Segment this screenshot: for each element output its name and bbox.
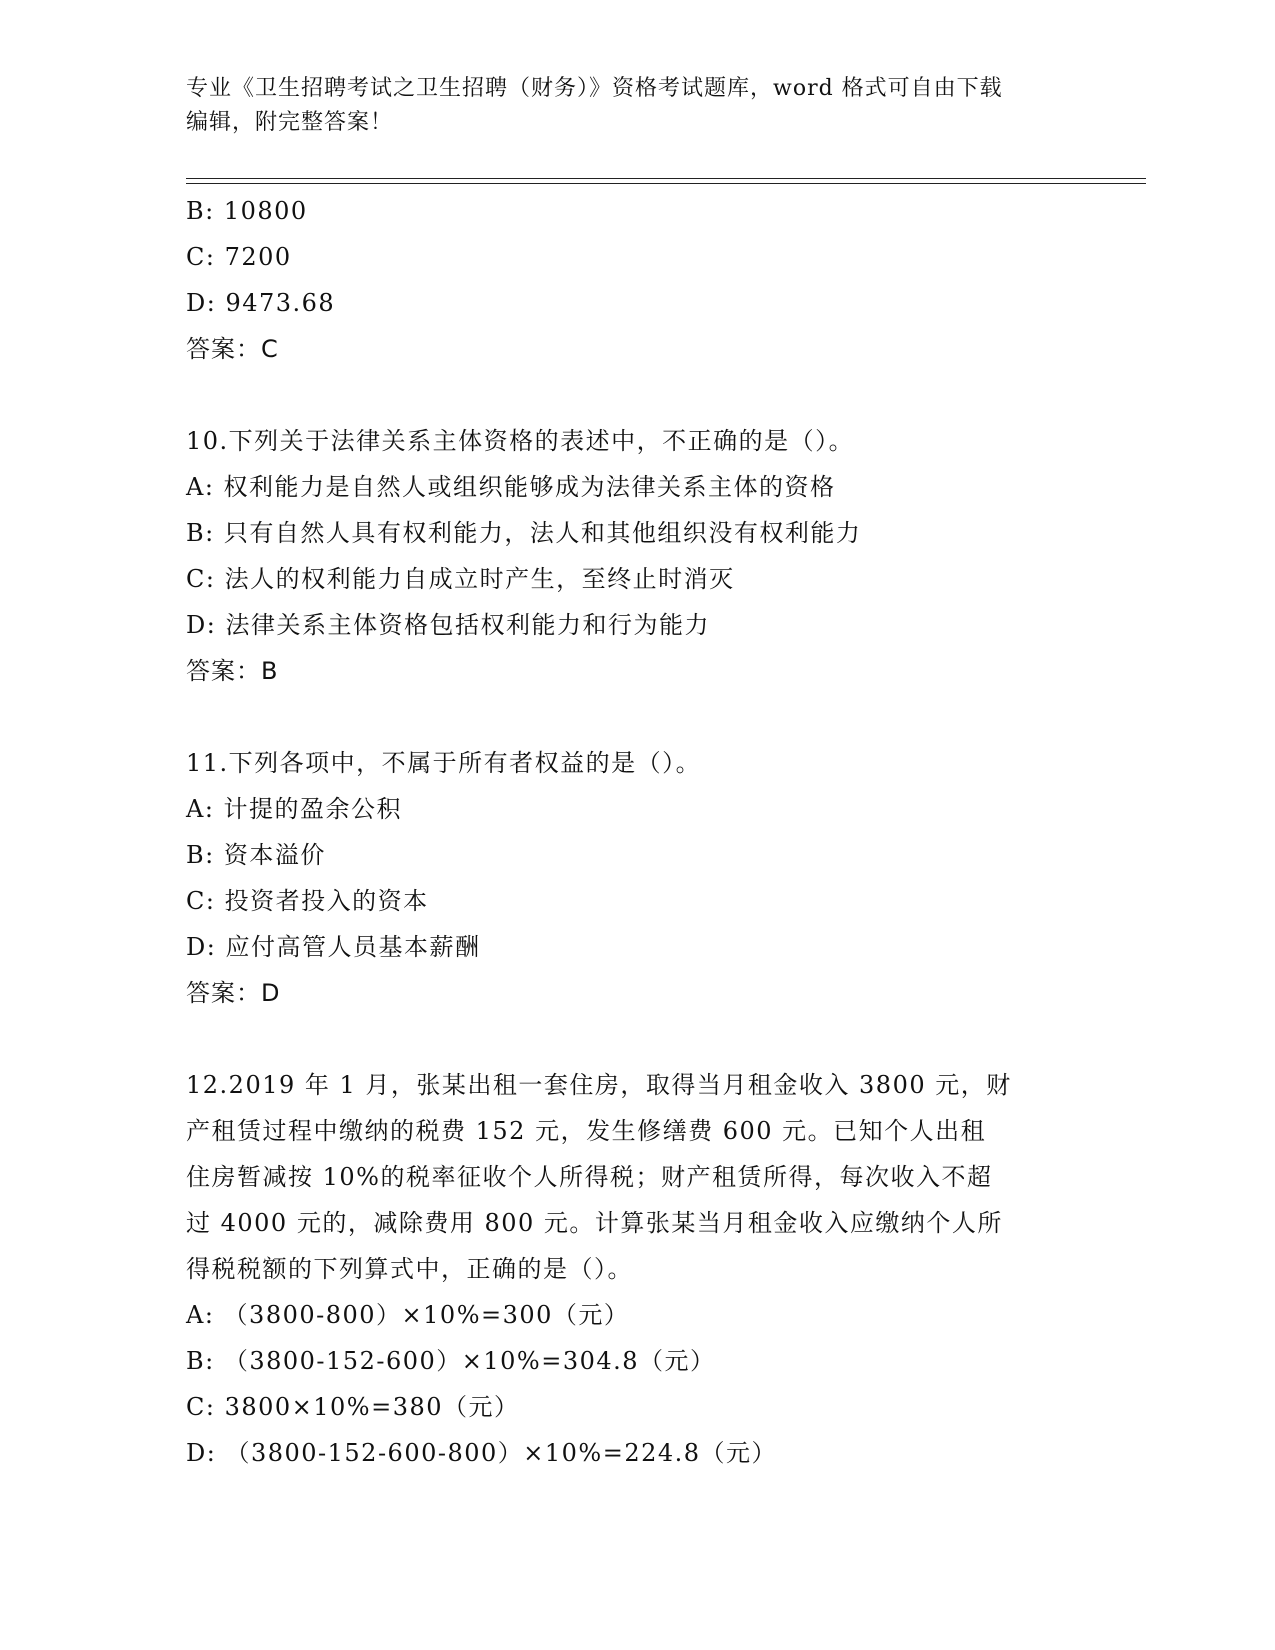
spacer — [186, 694, 1086, 740]
option-b: B: 只有自然人具有权利能力，法人和其他组织没有权利能力 — [186, 519, 862, 547]
option-c: C: 3800×10%=380（元） — [186, 1393, 520, 1421]
question-stem: 10.下列关于法律关系主体资格的表述中，不正确的是（）。 — [186, 427, 855, 455]
question-10 — [186, 418, 1086, 694]
stem-line: 12.2019 年 1 月，张某出租一套住房，取得当月租金收入 3800 元，财 — [186, 1071, 1012, 1099]
document-header — [186, 72, 1086, 140]
question-stem — [186, 1062, 1066, 1292]
option-b: B: 10800 — [186, 197, 308, 225]
option-a: A: 计提的盈余公积 — [186, 795, 403, 823]
prev-question-block — [186, 188, 1086, 372]
option-d: D: （3800-152-600-800）×10%=224.8（元） — [186, 1439, 778, 1467]
stem-line: 得税税额的下列算式中，正确的是（）。 — [186, 1255, 633, 1283]
option-d: D: 应付高管人员基本薪酬 — [186, 933, 481, 961]
option-c: C: 投资者投入的资本 — [186, 887, 429, 915]
header-divider-top — [186, 178, 1146, 179]
option-b: B: （3800-152-600）×10%=304.8（元） — [186, 1347, 716, 1375]
question-stem: 11.下列各项中，不属于所有者权益的是（）。 — [186, 749, 702, 777]
answer-line: 答案：D — [186, 979, 281, 1007]
question-content — [186, 188, 1086, 1476]
option-d: D: 9473.68 — [186, 289, 336, 317]
stem-line: 住房暂减按 10%的税率征收个人所得税；财产租赁所得，每次收入不超 — [186, 1163, 993, 1191]
option-a: A: （3800-800）×10%=300（元） — [186, 1301, 630, 1329]
option-c: C: 7200 — [186, 243, 292, 271]
header-line-2: 编辑，附完整答案！ — [186, 110, 394, 135]
header-divider-bottom — [186, 183, 1146, 184]
option-a: A: 权利能力是自然人或组织能够成为法律关系主体的资格 — [186, 473, 836, 501]
answer-line: 答案：B — [186, 657, 279, 685]
spacer — [186, 1016, 1086, 1062]
stem-line: 过 4000 元的，减除费用 800 元。计算张某当月租金收入应缴纳个人所 — [186, 1209, 1003, 1237]
question-12 — [186, 1062, 1086, 1476]
spacer — [186, 372, 1086, 418]
stem-line: 产租赁过程中缴纳的税费 152 元，发生修缮费 600 元。已知个人出租 — [186, 1117, 987, 1145]
answer-line: 答案：C — [186, 335, 279, 363]
question-11 — [186, 740, 1086, 1016]
option-d: D: 法律关系主体资格包括权利能力和行为能力 — [186, 611, 710, 639]
header-line-1: 专业《卫生招聘考试之卫生招聘（财务）》资格考试题库，word 格式可自由下载 — [186, 76, 1003, 101]
option-b: B: 资本溢价 — [186, 841, 326, 869]
option-c: C: 法人的权利能力自成立时产生，至终止时消灭 — [186, 565, 735, 593]
